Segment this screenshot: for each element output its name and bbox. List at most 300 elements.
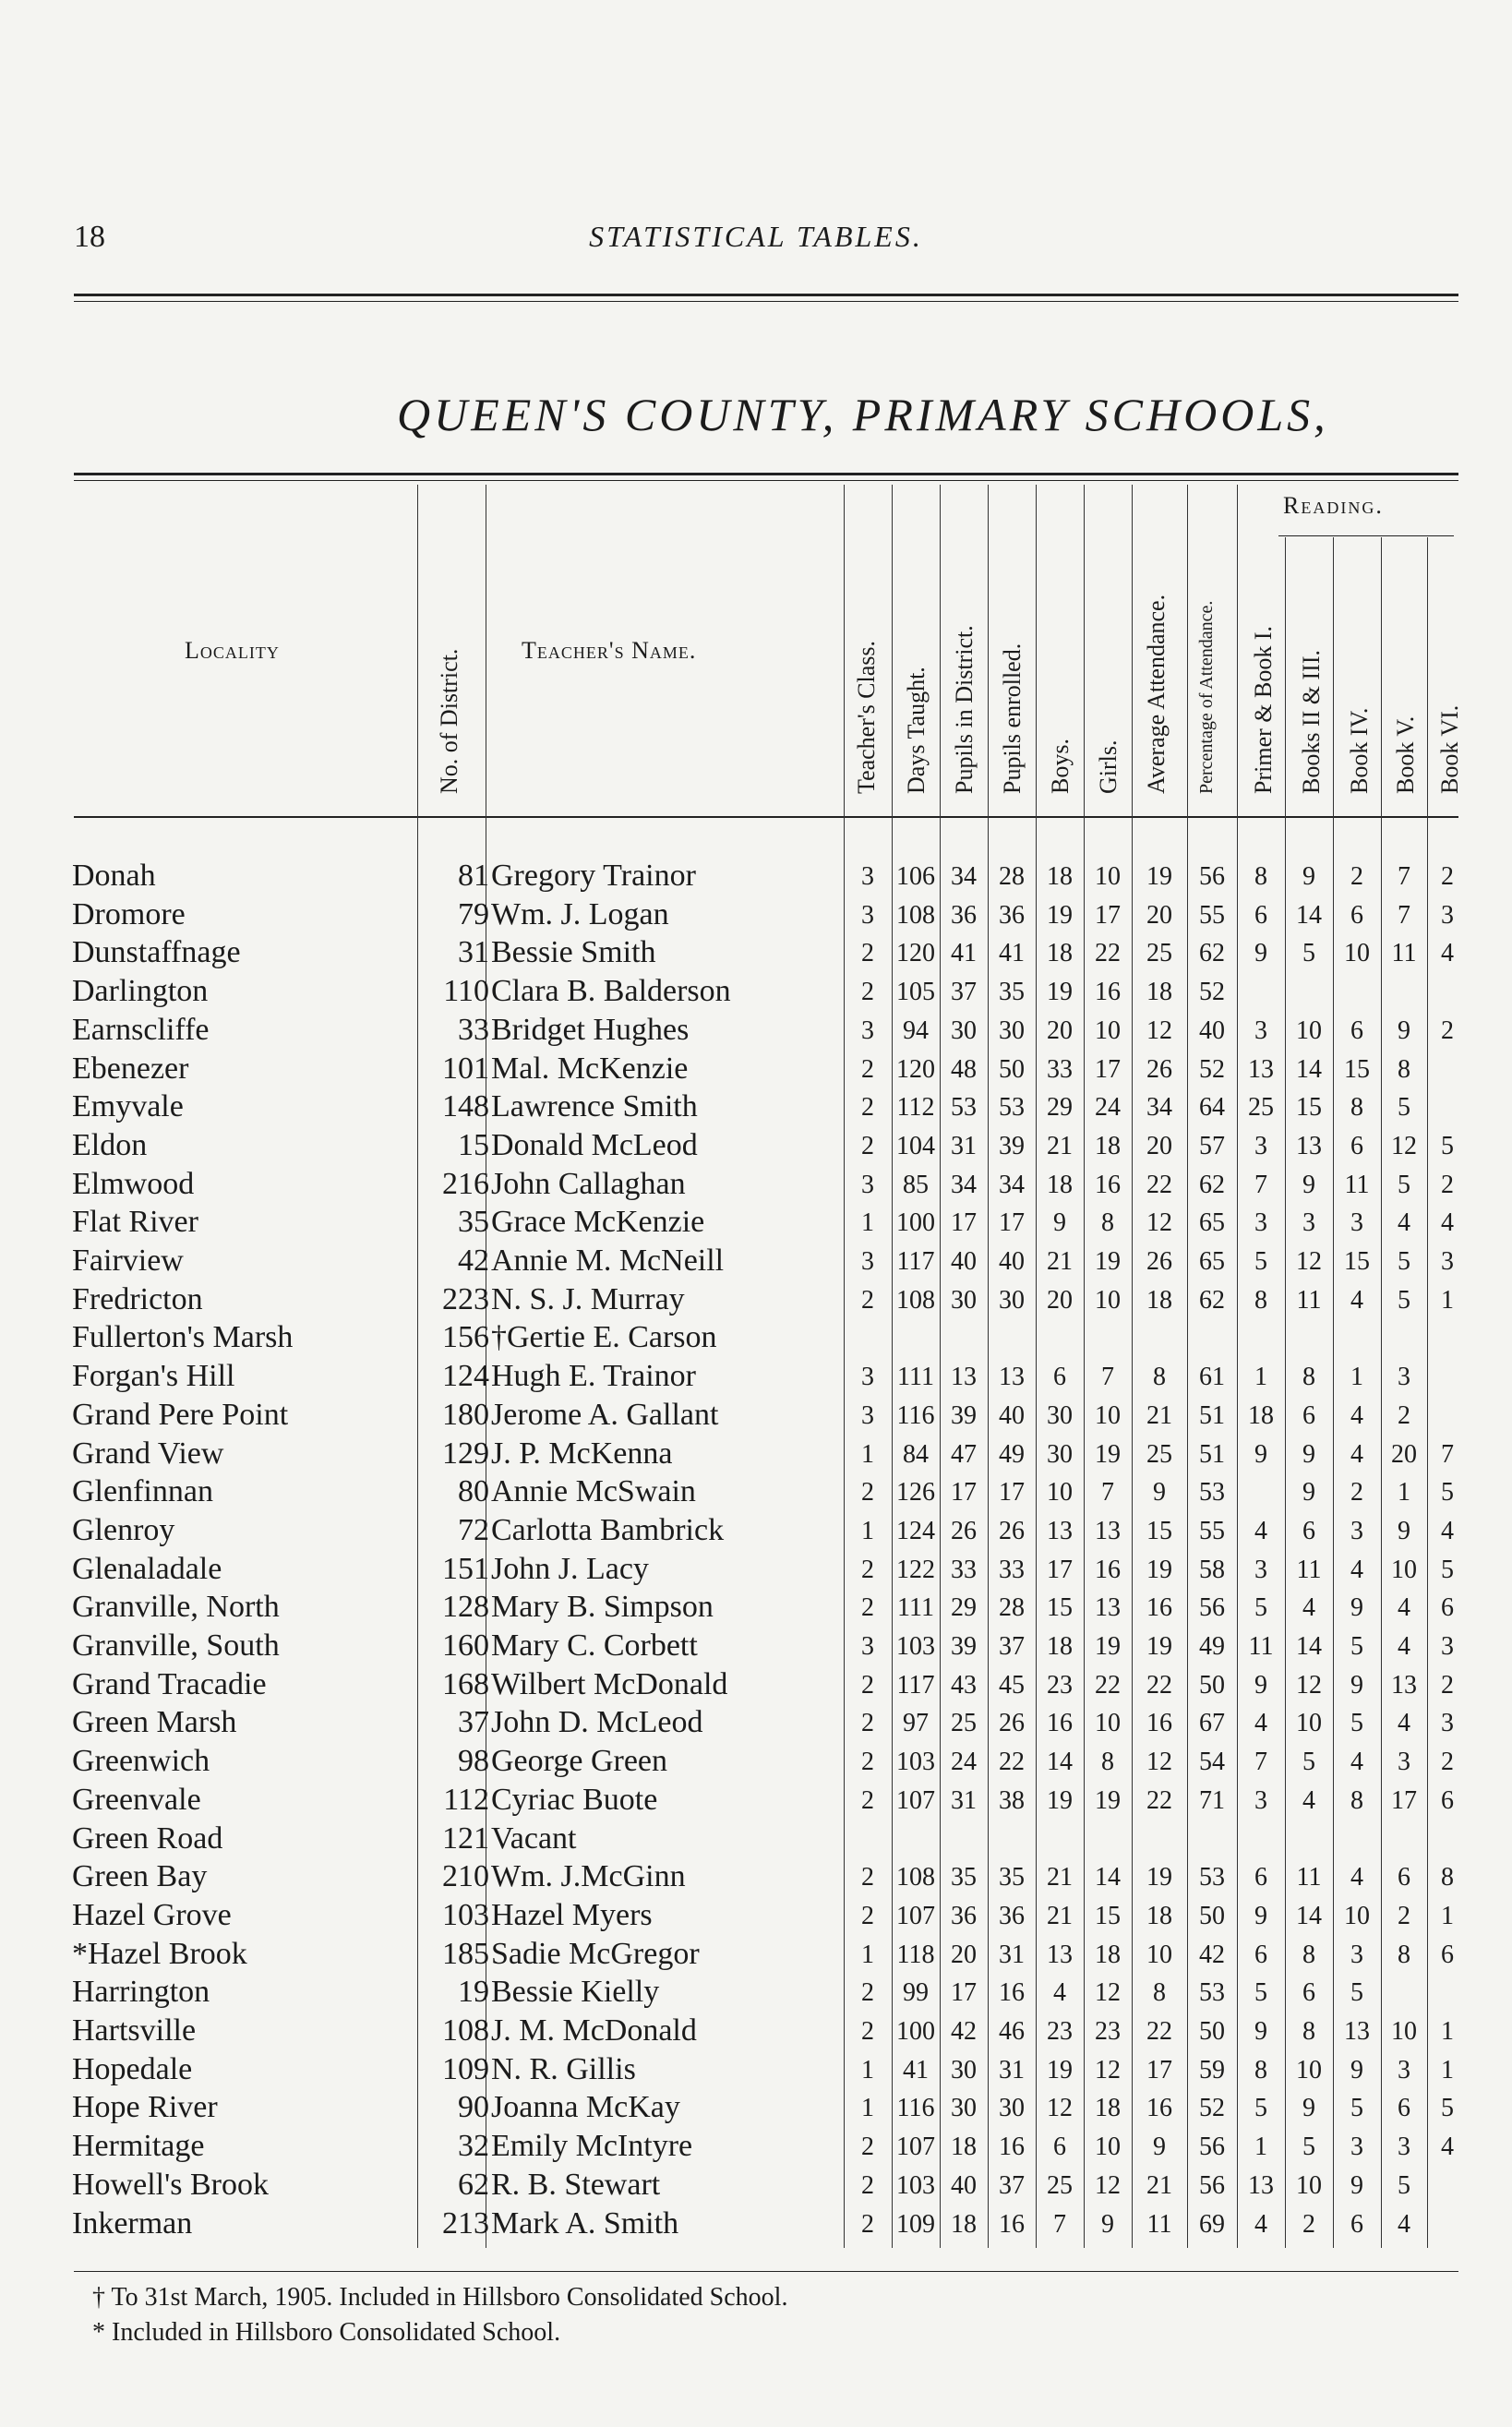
value-cell: 3 — [861, 1632, 874, 1661]
value-cell: 9 — [1254, 2017, 1267, 2046]
value-cell: 24 — [951, 1748, 977, 1777]
locality-cell: Eldon — [72, 1127, 148, 1162]
value-cell: 49 — [999, 1439, 1025, 1469]
district-cell: 213 — [442, 2205, 489, 2241]
value-cell: 1 — [861, 1439, 874, 1469]
value-cell: 30 — [1047, 1439, 1073, 1469]
locality-cell: Dromore — [72, 896, 186, 931]
value-cell: 26 — [951, 1516, 977, 1545]
table-row — [0, 1937, 1512, 1976]
page-number: 18 — [74, 220, 105, 254]
table-row — [0, 1705, 1512, 1744]
value-cell: 8 — [1302, 1363, 1315, 1392]
value-cell: 4 — [1398, 1208, 1410, 1238]
value-cell: 53 — [1199, 1978, 1225, 2008]
table-top-rule — [74, 473, 1458, 475]
value-cell: 11 — [1391, 939, 1417, 968]
value-cell: 3 — [1254, 1131, 1267, 1160]
value-cell: 30 — [999, 2094, 1025, 2123]
locality-cell: Elmwood — [72, 1166, 195, 1201]
value-cell: 52 — [1199, 978, 1225, 1007]
value-cell: 31 — [999, 2055, 1025, 2085]
teacher-cell: Bessie Smith — [491, 935, 656, 970]
value-cell: 5 — [1441, 2094, 1454, 2123]
value-cell: 120 — [896, 939, 935, 968]
value-cell: 6 — [1254, 1863, 1267, 1892]
value-cell: 4 — [1398, 1593, 1410, 1623]
district-cell: 160 — [442, 1628, 489, 1663]
value-cell: 43 — [951, 1670, 977, 1700]
value-cell: 40 — [1199, 1015, 1225, 1045]
value-cell: 69 — [1199, 2209, 1225, 2239]
value-cell: 11 — [1344, 1170, 1370, 1199]
table-head-rule — [74, 816, 1458, 818]
value-cell: 6 — [1441, 1785, 1454, 1815]
value-cell: 2 — [1441, 1170, 1454, 1199]
value-cell: 13 — [999, 1363, 1025, 1392]
teacher-header: Teacher's Name. — [522, 637, 697, 664]
value-cell: 25 — [1146, 939, 1172, 968]
value-cell: 22 — [1095, 939, 1121, 968]
locality-cell: Fullerton's Marsh — [72, 1320, 294, 1355]
value-cell: 16 — [1047, 1709, 1073, 1738]
locality-cell: Greenvale — [72, 1782, 201, 1817]
value-cell: 3 — [1350, 1208, 1363, 1238]
table-row — [0, 1474, 1512, 1513]
value-cell: 94 — [903, 1015, 929, 1045]
locality-cell: Grand Pere Point — [72, 1397, 289, 1432]
table-row — [0, 1359, 1512, 1398]
value-cell: 4 — [1441, 1516, 1454, 1545]
value-cell: 3 — [861, 1170, 874, 1199]
value-cell: 12 — [1296, 1247, 1322, 1276]
value-cell: 11 — [1146, 2209, 1172, 2239]
value-cell: 5 — [1398, 1093, 1410, 1123]
teacher-cell: Mal. McKenzie — [491, 1051, 689, 1086]
value-cell: 25 — [1047, 2170, 1073, 2200]
district-cell: 168 — [442, 1666, 489, 1701]
value-cell: 13 — [1344, 2017, 1370, 2046]
value-cell: 22 — [1146, 1670, 1172, 1700]
table-row — [0, 1552, 1512, 1591]
value-cell: 6 — [1302, 1400, 1315, 1430]
table-title: QUEEN'S COUNTY, PRIMARY SCHOOLS, — [397, 389, 1329, 440]
value-cell: 9 — [1350, 1593, 1363, 1623]
teacher-class-header: Teacher's Class. — [853, 640, 880, 794]
value-cell: 62 — [1199, 1170, 1225, 1199]
value-cell: 9 — [1254, 1670, 1267, 1700]
value-cell: 8 — [1350, 1785, 1363, 1815]
value-cell: 3 — [1254, 1785, 1267, 1815]
value-cell: 21 — [1047, 1901, 1073, 1930]
value-cell: 12 — [1146, 1748, 1172, 1777]
value-cell: 22 — [1146, 1785, 1172, 1815]
table-row — [0, 974, 1512, 1013]
value-cell: 1 — [1441, 1285, 1454, 1315]
running-title: STATISTICAL TABLES. — [589, 220, 923, 253]
value-cell: 36 — [951, 900, 977, 930]
value-cell: 107 — [896, 1901, 935, 1930]
value-cell: 12 — [1296, 1670, 1322, 1700]
value-cell: 13 — [1391, 1670, 1417, 1700]
locality-cell: Ebenezer — [72, 1051, 189, 1086]
table-row — [0, 2013, 1512, 2052]
value-cell: 18 — [951, 2209, 977, 2239]
value-cell: 4 — [1350, 1285, 1363, 1315]
teacher-cell: Joanna McKay — [491, 2090, 680, 2125]
footnotes — [92, 2280, 787, 2350]
value-cell: 10 — [1391, 1555, 1417, 1584]
value-cell: 9 — [1153, 2133, 1166, 2162]
value-cell: 14 — [1296, 1632, 1322, 1661]
value-cell: 9 — [1254, 1901, 1267, 1930]
value-cell: 108 — [896, 1863, 935, 1892]
value-cell: 122 — [896, 1555, 935, 1584]
book-6-header: Book VI. — [1436, 704, 1463, 794]
value-cell: 25 — [1146, 1439, 1172, 1469]
teacher-cell: Grace McKenzie — [491, 1205, 705, 1240]
value-cell: 8 — [1350, 1093, 1363, 1123]
value-cell: 3 — [1441, 1709, 1454, 1738]
value-cell: 28 — [999, 862, 1025, 891]
value-cell: 120 — [896, 1054, 935, 1084]
value-cell: 5 — [1398, 1285, 1410, 1315]
value-cell: 19 — [1095, 1439, 1121, 1469]
value-cell: 40 — [951, 1247, 977, 1276]
value-cell: 5 — [1398, 2170, 1410, 2200]
value-cell: 50 — [1199, 1901, 1225, 1930]
district-cell: 112 — [443, 1782, 489, 1817]
value-cell: 17 — [1047, 1555, 1073, 1584]
table-row — [0, 935, 1512, 974]
value-cell: 17 — [1146, 2055, 1172, 2085]
value-cell: 4 — [1350, 1555, 1363, 1584]
value-cell: 8 — [1254, 862, 1267, 891]
value-cell: 30 — [951, 1015, 977, 1045]
district-cell: 32 — [458, 2129, 489, 2164]
value-cell: 8 — [1153, 1978, 1166, 2008]
table-row — [0, 897, 1512, 936]
value-cell: 26 — [999, 1709, 1025, 1738]
value-cell: 3 — [1441, 900, 1454, 930]
value-cell: 21 — [1146, 2170, 1172, 2200]
value-cell: 3 — [1254, 1015, 1267, 1045]
table-row — [0, 1089, 1512, 1128]
value-cell: 14 — [1296, 1054, 1322, 1084]
value-cell: 8 — [1441, 1863, 1454, 1892]
table-row — [0, 1398, 1512, 1436]
locality-cell: Donah — [72, 859, 156, 893]
value-cell: 112 — [896, 1093, 935, 1123]
value-cell: 18 — [1248, 1400, 1274, 1430]
value-cell: 29 — [951, 1593, 977, 1623]
value-cell: 107 — [896, 2133, 935, 2162]
value-cell: 13 — [1095, 1593, 1121, 1623]
value-cell: 1 — [1441, 2017, 1454, 2046]
value-cell: 5 — [1302, 939, 1315, 968]
value-cell: 25 — [951, 1709, 977, 1738]
value-cell: 4 — [1302, 1785, 1315, 1815]
value-cell: 18 — [1146, 1285, 1172, 1315]
locality-cell: Glenfinnan — [72, 1474, 213, 1509]
value-cell: 19 — [1047, 2055, 1073, 2085]
value-cell: 4 — [1350, 1863, 1363, 1892]
value-cell: 7 — [1398, 862, 1410, 891]
teacher-cell: Cyriac Buote — [491, 1782, 658, 1817]
value-cell: 40 — [999, 1247, 1025, 1276]
value-cell: 4 — [1398, 2209, 1410, 2239]
teacher-cell: Wm. J. Logan — [491, 896, 669, 931]
value-cell: 36 — [999, 1901, 1025, 1930]
value-cell: 57 — [1199, 1131, 1225, 1160]
value-cell: 17 — [951, 1478, 977, 1508]
value-cell: 16 — [1146, 1593, 1172, 1623]
value-cell: 12 — [1095, 2055, 1121, 2085]
locality-cell: Grand Tracadie — [72, 1666, 267, 1701]
value-cell: 5 — [1398, 1170, 1410, 1199]
value-cell: 51 — [1199, 1439, 1225, 1469]
value-cell: 12 — [1095, 2170, 1121, 2200]
value-cell: 4 — [1398, 1709, 1410, 1738]
district-cell: 35 — [458, 1205, 489, 1240]
locality-cell: Grand View — [72, 1436, 224, 1471]
value-cell: 18 — [1146, 1901, 1172, 1930]
value-cell: 33 — [951, 1555, 977, 1584]
teacher-cell: Annie McSwain — [491, 1474, 696, 1509]
table-row — [0, 1205, 1512, 1244]
value-cell: 116 — [896, 2094, 935, 2123]
value-cell: 65 — [1199, 1208, 1225, 1238]
value-cell: 26 — [1146, 1247, 1172, 1276]
value-cell: 5 — [1398, 1247, 1410, 1276]
value-cell: 12 — [1146, 1015, 1172, 1045]
table-top-rule-thin — [74, 480, 1458, 481]
value-cell: 41 — [903, 2055, 929, 2085]
locality-cell: Fairview — [72, 1244, 184, 1278]
pupils-enrolled-header: Pupils enrolled. — [999, 643, 1026, 794]
value-cell: 100 — [896, 2017, 935, 2046]
value-cell: 10 — [1095, 1285, 1121, 1315]
value-cell: 7 — [1101, 1363, 1114, 1392]
value-cell: 39 — [951, 1400, 977, 1430]
value-cell: 42 — [1199, 1940, 1225, 1969]
value-cell: 15 — [1344, 1247, 1370, 1276]
value-cell: 53 — [999, 1093, 1025, 1123]
locality-cell: Greenwich — [72, 1744, 210, 1779]
value-cell: 59 — [1199, 2055, 1225, 2085]
value-cell: 30 — [999, 1285, 1025, 1315]
value-cell: 18 — [1047, 1632, 1073, 1661]
value-cell: 12 — [1146, 1208, 1172, 1238]
table-row — [0, 1590, 1512, 1628]
table-row — [0, 1282, 1512, 1321]
value-cell: 3 — [1254, 1555, 1267, 1584]
locality-cell: Darlington — [72, 974, 209, 1009]
value-cell: 3 — [1398, 1748, 1410, 1777]
value-cell: 9 — [1350, 2055, 1363, 2085]
table-row — [0, 859, 1512, 897]
locality-cell: Hartsville — [72, 2013, 197, 2048]
district-cell: 62 — [458, 2167, 489, 2202]
value-cell: 56 — [1199, 2133, 1225, 2162]
value-cell: 9 — [1350, 2170, 1363, 2200]
district-cell: 42 — [458, 1244, 489, 1278]
district-cell: 108 — [442, 2013, 489, 2048]
value-cell: 12 — [1095, 1978, 1121, 2008]
footnote-rule — [74, 2271, 1458, 2272]
boys-header: Boys. — [1047, 739, 1074, 794]
district-cell: 151 — [442, 1551, 489, 1586]
teacher-cell: Annie M. McNeill — [491, 1244, 725, 1278]
value-cell: 1 — [1441, 2055, 1454, 2085]
value-cell: 13 — [1047, 1940, 1073, 1969]
value-cell: 2 — [861, 1709, 874, 1738]
value-cell: 7 — [1441, 1439, 1454, 1469]
value-cell: 2 — [861, 939, 874, 968]
value-cell: 25 — [1248, 1093, 1274, 1123]
reading-rule — [1278, 535, 1454, 536]
value-cell: 7 — [1254, 1748, 1267, 1777]
value-cell: 3 — [1398, 1363, 1410, 1392]
value-cell: 9 — [1101, 2209, 1114, 2239]
locality-cell: Green Bay — [72, 1859, 208, 1894]
value-cell: 3 — [1302, 1208, 1315, 1238]
value-cell: 8 — [1153, 1363, 1166, 1392]
value-cell: 9 — [1302, 1170, 1315, 1199]
value-cell: 18 — [1047, 939, 1073, 968]
value-cell: 6 — [1254, 900, 1267, 930]
value-cell: 16 — [999, 1978, 1025, 2008]
teacher-cell: J. P. McKenna — [491, 1436, 673, 1471]
value-cell: 71 — [1199, 1785, 1225, 1815]
value-cell: 50 — [1199, 2017, 1225, 2046]
value-cell: 30 — [951, 2055, 977, 2085]
table-row — [0, 2206, 1512, 2245]
value-cell: 2 — [861, 1670, 874, 1700]
value-cell: 30 — [951, 2094, 977, 2123]
value-cell: 8 — [1302, 1940, 1315, 1969]
teacher-cell: Jerome A. Gallant — [491, 1397, 719, 1432]
value-cell: 26 — [1146, 1054, 1172, 1084]
value-cell: 109 — [896, 2209, 935, 2239]
value-cell: 17 — [999, 1478, 1025, 1508]
footnote: * Included in Hillsboro Consolidated School. — [92, 2318, 561, 2347]
value-cell: 6 — [1350, 900, 1363, 930]
district-cell: 31 — [458, 935, 489, 970]
value-cell: 19 — [1146, 862, 1172, 891]
value-cell: 2 — [861, 1785, 874, 1815]
district-cell: 129 — [442, 1436, 489, 1471]
value-cell: 55 — [1199, 1516, 1225, 1545]
value-cell: 15 — [1146, 1516, 1172, 1545]
table-row — [0, 1128, 1512, 1167]
value-cell: 10 — [1095, 1015, 1121, 1045]
district-cell: 223 — [442, 1281, 489, 1316]
value-cell: 5 — [1441, 1131, 1454, 1160]
value-cell: 56 — [1199, 862, 1225, 891]
value-cell: 18 — [951, 2133, 977, 2162]
value-cell: 103 — [896, 1632, 935, 1661]
value-cell: 111 — [897, 1363, 934, 1392]
value-cell: 37 — [999, 1632, 1025, 1661]
value-cell: 10 — [1047, 1478, 1073, 1508]
value-cell: 9 — [1398, 1516, 1410, 1545]
value-cell: 11 — [1296, 1863, 1322, 1892]
girls-header: Girls. — [1095, 739, 1122, 794]
locality-cell: Glenaladale — [72, 1551, 222, 1586]
value-cell: 2 — [1441, 1748, 1454, 1777]
value-cell: 20 — [1391, 1439, 1417, 1469]
teacher-cell: Hugh E. Trainor — [491, 1359, 696, 1394]
value-cell: 9 — [1053, 1208, 1066, 1238]
value-cell: 108 — [896, 900, 935, 930]
value-cell: 105 — [896, 978, 935, 1007]
value-cell: 9 — [1153, 1478, 1166, 1508]
value-cell: 53 — [951, 1093, 977, 1123]
value-cell: 11 — [1296, 1285, 1322, 1315]
value-cell: 35 — [999, 978, 1025, 1007]
table-row — [0, 2168, 1512, 2206]
value-cell: 58 — [1199, 1555, 1225, 1584]
value-cell: 2 — [861, 1863, 874, 1892]
value-cell: 3 — [1350, 1940, 1363, 1969]
header-rule — [74, 294, 1458, 296]
value-cell: 84 — [903, 1439, 929, 1469]
value-cell: 67 — [1199, 1709, 1225, 1738]
teacher-cell: Emily McIntyre — [491, 2129, 693, 2164]
value-cell: 10 — [1296, 1709, 1322, 1738]
value-cell: 2 — [861, 1478, 874, 1508]
district-cell: 80 — [458, 1474, 489, 1509]
value-cell: 47 — [951, 1439, 977, 1469]
value-cell: 12 — [1047, 2094, 1073, 2123]
value-cell: 7 — [1053, 2209, 1066, 2239]
value-cell: 9 — [1254, 939, 1267, 968]
teacher-cell: N. S. J. Murray — [491, 1281, 685, 1316]
value-cell: 8 — [1302, 2017, 1315, 2046]
locality-cell: Harrington — [72, 1975, 210, 2010]
value-cell: 117 — [896, 1247, 935, 1276]
value-cell: 52 — [1199, 1054, 1225, 1084]
table-row — [0, 1783, 1512, 1821]
value-cell: 18 — [1095, 1940, 1121, 1969]
value-cell: 5 — [1302, 1748, 1315, 1777]
value-cell: 10 — [1095, 862, 1121, 891]
value-cell: 10 — [1095, 1400, 1121, 1430]
locality-cell: Hazel Grove — [72, 1897, 232, 1932]
teacher-cell: J. M. McDonald — [491, 2013, 697, 2048]
value-cell: 19 — [1146, 1632, 1172, 1661]
value-cell: 33 — [1047, 1054, 1073, 1084]
value-cell: 37 — [999, 2170, 1025, 2200]
value-cell: 35 — [951, 1863, 977, 1892]
value-cell: 11 — [1296, 1555, 1322, 1584]
value-cell: 39 — [999, 1131, 1025, 1160]
value-cell: 8 — [1101, 1208, 1114, 1238]
value-cell: 61 — [1199, 1363, 1225, 1392]
value-cell: 50 — [1199, 1670, 1225, 1700]
teacher-cell: John D. McLeod — [491, 1705, 703, 1740]
locality-header: Locality — [185, 637, 280, 664]
table-row — [0, 1320, 1512, 1359]
value-cell: 4 — [1398, 1632, 1410, 1661]
value-cell: 34 — [951, 1170, 977, 1199]
value-cell: 17 — [1095, 900, 1121, 930]
value-cell: 34 — [1146, 1093, 1172, 1123]
value-cell: 97 — [903, 1709, 929, 1738]
value-cell: 85 — [903, 1170, 929, 1199]
value-cell: 20 — [1146, 1131, 1172, 1160]
